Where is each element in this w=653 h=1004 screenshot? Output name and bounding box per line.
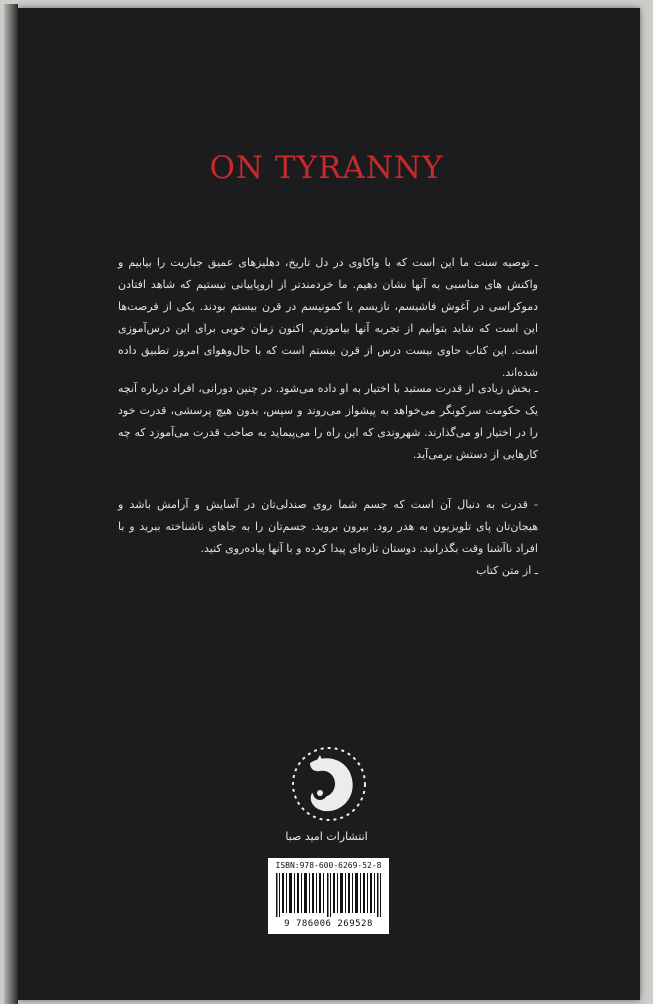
publisher-name: انتشارات امید صبا: [285, 830, 368, 843]
horse-head-logo-icon: [290, 745, 368, 823]
barcode-icon: [276, 873, 381, 917]
blurb-paragraph-2: ـ بخش زیادی از قدرت مستبد با اختیار به او داده می‌شود. در چنین دورانی، افراد درباره آنچه یک حکومت سرکوبگر می‌خواهد به پیشواز می‌روند و سپس، بدون هیچ پرسشی، قدرت خود را در اختیار او می‌گذارند. شهروندی که این راه را می‌پیماید به صاحب قدرت می‌آموزد که چه کارهایی از دستش برمی‌آید.: [118, 382, 538, 461]
barcode-digits: 9 786006 269528: [284, 919, 373, 929]
book-title: ON TYRANNY: [209, 150, 444, 186]
blurb-paragraph-1: ـ توصیه سنت ما این است که با واکاوی در دل تاریخ، دهلیزهای عمیق جباریت را بیابیم و واکنش های مناسبی به آنها نشان دهیم. ما خردمندتر از اروپاییانی نیستیم که شاهد افتادن دموکراسی در آغوش فاشیسم، نازیسم یا کمونیسم در قرن بیستم بودند. یکی از فرصت‌ها این است که شاید بتوانیم از تجربه آنها بیاموزیم. اکنون زمان خوبی برای این درس‌آموزی است. این کتاب حاوی بیست درس از قرن بیستم است که با حال‌وهوای امروز تطبیق داده شده‌اند.: [118, 256, 538, 379]
isbn-barcode: [268, 858, 389, 934]
blurb-source: ـ از متن کتاب: [476, 564, 538, 577]
blurb-paragraph-3: - قدرت به دنبال آن است که جسم شما روی صندلی‌تان در آسایش و آرامش باشد و هیجان‌تان پای تلویزیون به هدر رود. بیرون بروید. جسم‌تان را به جاهای ناشناخته ببرید و با افراد ناآشنا وقت بگذرانید. دوستان تازه‌ای پیدا کرده و با آنها پیاده‌روی کنید.: [118, 498, 538, 555]
isbn-text: ISBN:978-600-6269-52-8: [275, 861, 382, 870]
